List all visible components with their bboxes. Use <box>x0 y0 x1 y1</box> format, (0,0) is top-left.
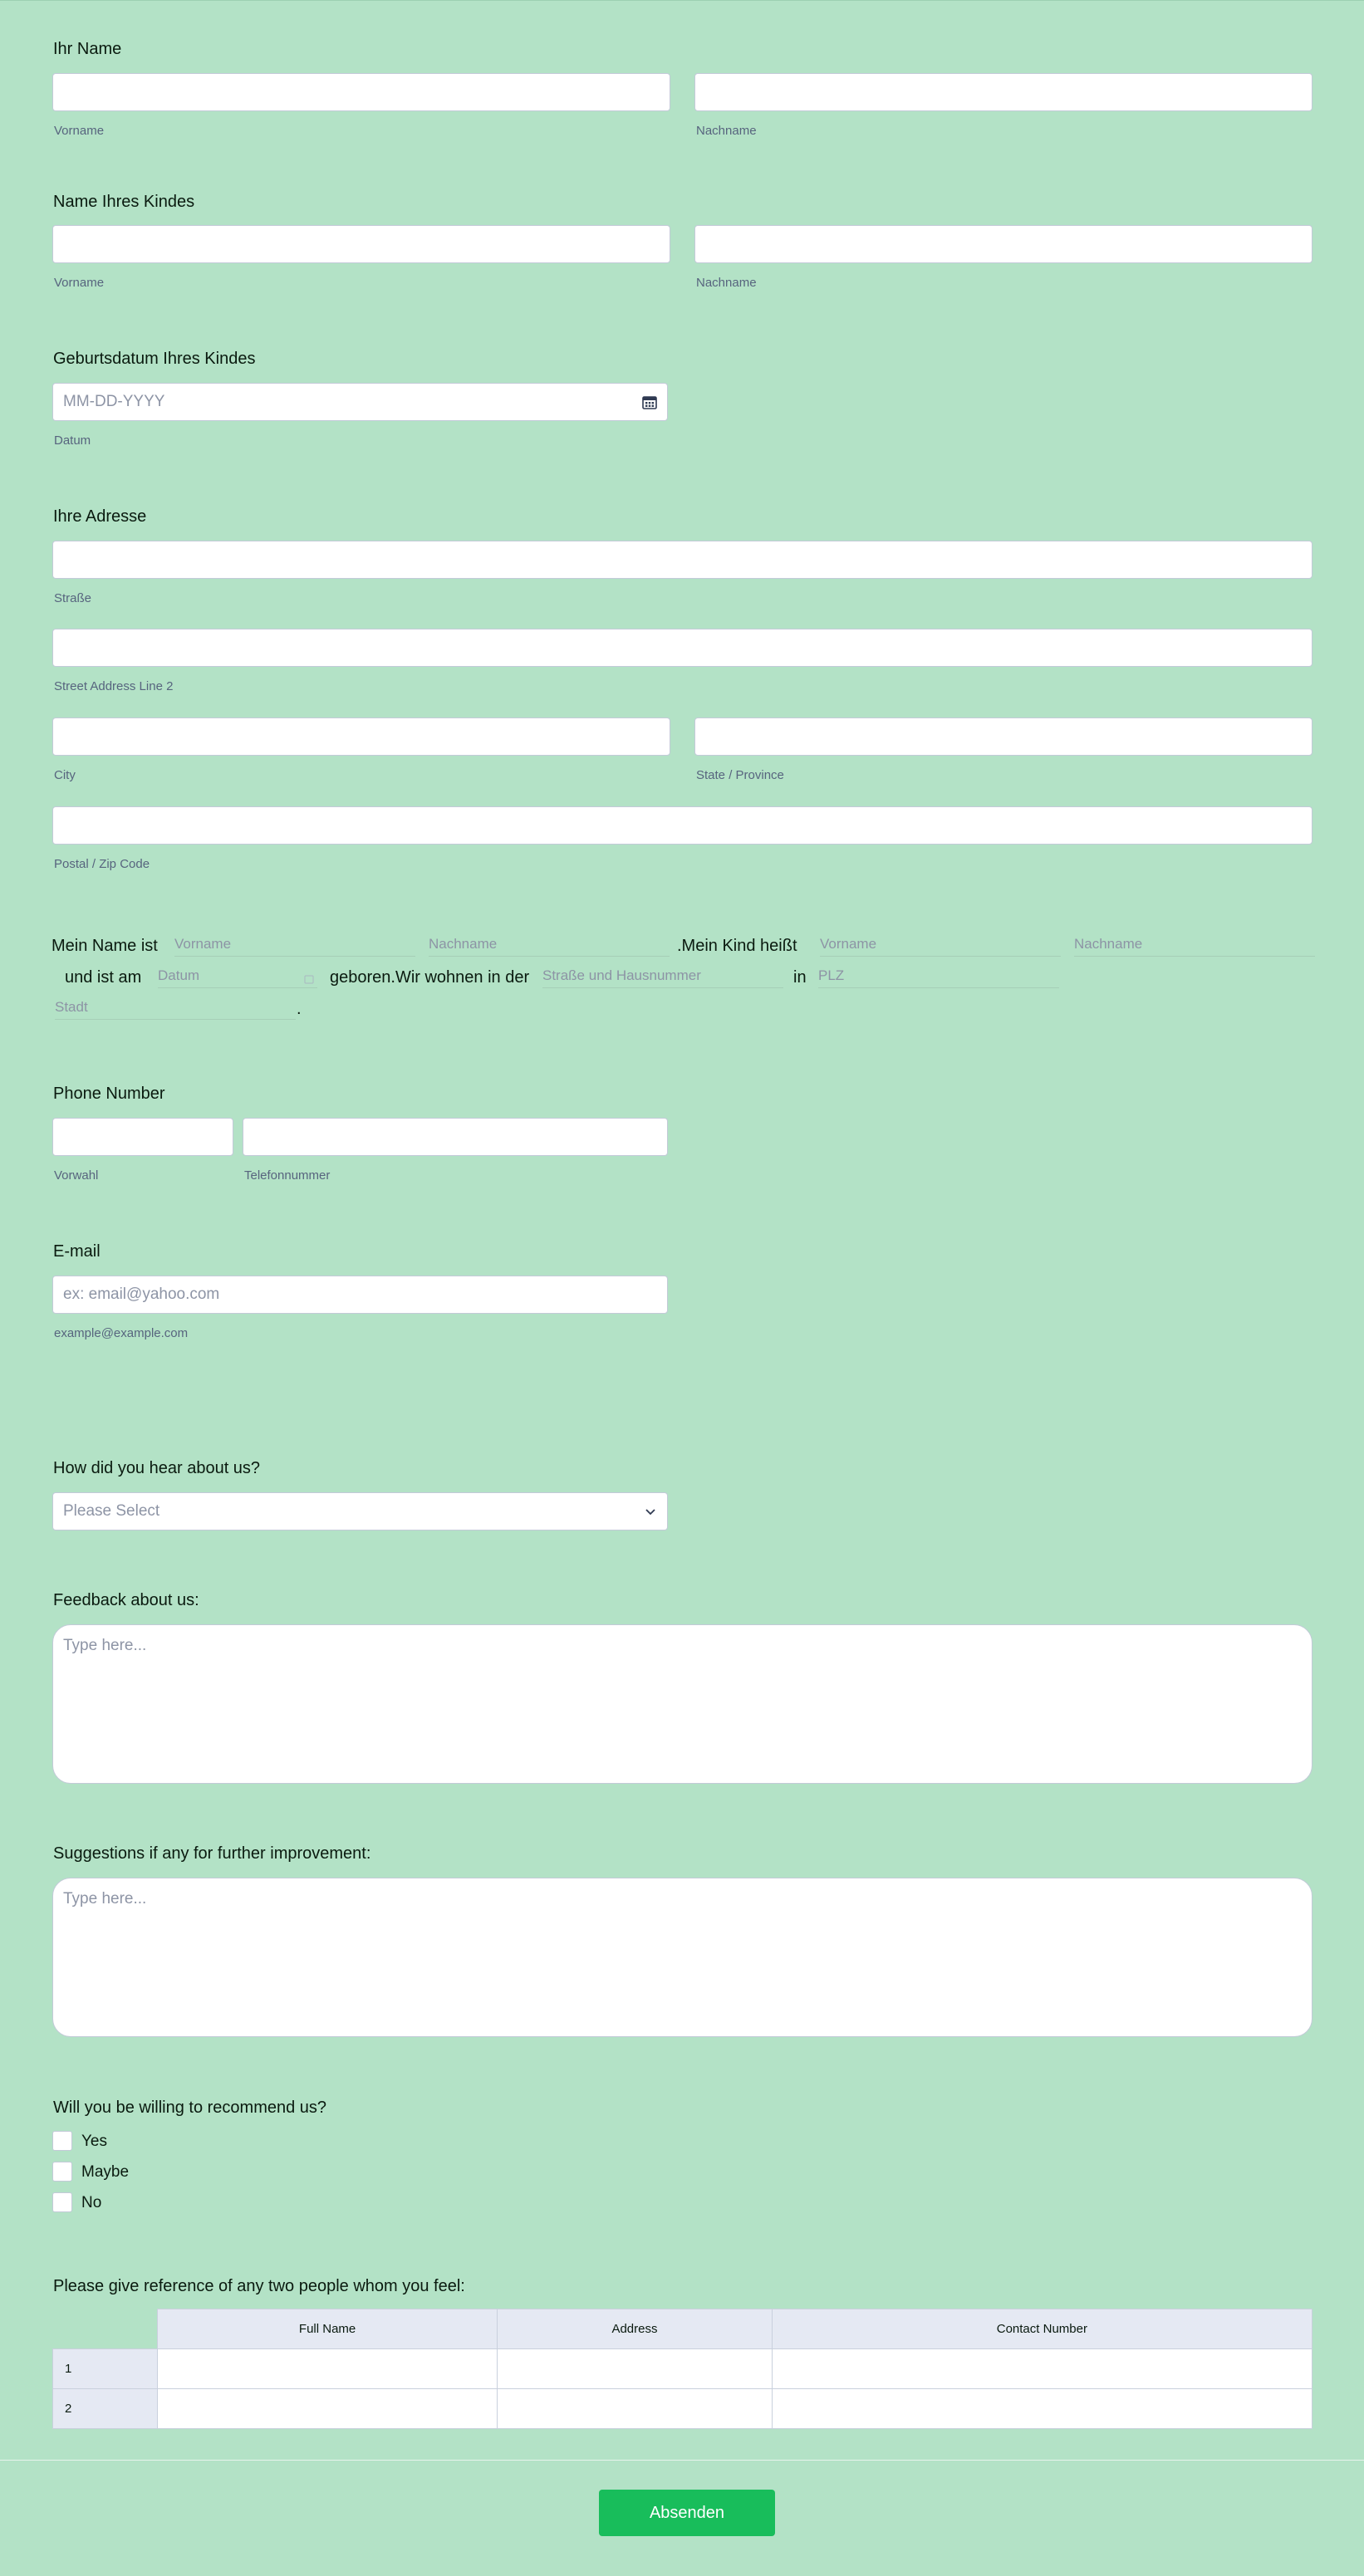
parent-name-label: Ihr Name <box>53 40 122 58</box>
state-sublabel: State / Province <box>696 768 784 782</box>
cell-2-contact-number[interactable] <box>772 2389 1312 2429</box>
recommend-no-label[interactable]: No <box>81 2194 102 2211</box>
street-line2-sublabel: Street Address Line 2 <box>54 679 174 693</box>
child-name-label: Name Ihres Kindes <box>53 193 195 211</box>
area-code-sublabel: Vorwahl <box>54 1168 99 1183</box>
child-last-name-input[interactable] <box>694 225 1312 263</box>
email-sublabel: example@example.com <box>54 1326 189 1340</box>
parent-last-name-sublabel: Nachname <box>696 124 757 138</box>
city-sublabel: City <box>54 768 76 782</box>
sentence-plz-placeholder: PLZ <box>818 967 845 983</box>
area-code-input[interactable] <box>52 1118 233 1156</box>
feedback-label: Feedback about us: <box>53 1591 199 1609</box>
street-line2-input[interactable] <box>52 629 1312 667</box>
hear-label: How did you hear about us? <box>53 1459 261 1477</box>
sentence-date-input[interactable] <box>158 965 317 988</box>
footer-divider <box>0 2460 1364 2461</box>
zip-sublabel: Postal / Zip Code <box>54 857 150 871</box>
suggestions-placeholder: Type here... <box>63 1890 147 1908</box>
cell-1-full-name[interactable] <box>158 2349 498 2389</box>
child-first-name-input[interactable] <box>52 225 670 263</box>
sentence-city-input[interactable] <box>55 997 296 1020</box>
cell-1-contact-number[interactable] <box>772 2349 1312 2389</box>
feedback-textarea[interactable] <box>52 1624 1312 1784</box>
child-first-name-sublabel: Vorname <box>54 276 105 290</box>
small-calendar-icon[interactable] <box>304 974 314 984</box>
sentence-street-placeholder: Straße und Hausnummer <box>542 967 701 983</box>
parent-last-name-input[interactable] <box>694 73 1312 111</box>
state-input[interactable] <box>694 717 1312 756</box>
phone-label: Phone Number <box>53 1085 165 1103</box>
recommend-maybe-label[interactable]: Maybe <box>81 2163 130 2181</box>
sentence-child-first-input[interactable] <box>820 933 1061 957</box>
suggestions-textarea[interactable] <box>52 1878 1312 2037</box>
hear-selected-value: Please Select <box>63 1502 160 1520</box>
column-header-full-name: Full Name <box>158 2309 498 2349</box>
table-header-row <box>53 2309 1312 2349</box>
zip-input[interactable] <box>52 806 1312 845</box>
sentence-child-first-placeholder: Vorname <box>820 936 877 952</box>
table-row <box>53 2389 1312 2429</box>
feedback-placeholder: Type here... <box>63 1637 147 1654</box>
recommend-no-checkbox[interactable] <box>52 2192 72 2212</box>
sentence-text-4: geboren.Wir wohnen in der <box>330 968 530 987</box>
sentence-parent-last-placeholder: Nachname <box>429 936 498 952</box>
street-sublabel: Straße <box>54 591 92 605</box>
email-placeholder: ex: email@yahoo.com <box>63 1286 220 1303</box>
submit-button[interactable]: Absenden <box>599 2490 775 2536</box>
sentence-child-last-input[interactable] <box>1074 933 1315 957</box>
calendar-icon[interactable] <box>642 394 657 409</box>
sentence-plz-input[interactable] <box>818 965 1059 988</box>
address-label: Ihre Adresse <box>53 507 147 526</box>
row-header-1: 1 <box>53 2349 158 2389</box>
birthdate-label: Geburtsdatum Ihres Kindes <box>53 350 256 368</box>
sentence-text-6: . <box>297 1000 302 1018</box>
parent-first-name-input[interactable] <box>52 73 670 111</box>
sentence-city-placeholder: Stadt <box>55 999 88 1015</box>
child-last-name-sublabel: Nachname <box>696 276 757 290</box>
sentence-text-3: und ist am <box>65 968 142 987</box>
sentence-date-placeholder: Datum <box>158 967 200 983</box>
hear-select[interactable] <box>52 1492 668 1530</box>
birthdate-sublabel: Datum <box>54 433 91 448</box>
birthdate-input[interactable] <box>52 383 668 421</box>
recommend-label: Will you be willing to recommend us? <box>53 2099 327 2117</box>
cell-2-full-name[interactable] <box>158 2389 498 2429</box>
column-header-address: Address <box>498 2309 773 2349</box>
city-input[interactable] <box>52 717 670 756</box>
sentence-street-input[interactable] <box>542 965 783 988</box>
phone-number-input[interactable] <box>243 1118 668 1156</box>
suggestions-label: Suggestions if any for further improvement: <box>53 1844 371 1863</box>
birthdate-placeholder: MM-DD-YYYY <box>63 393 165 410</box>
sentence-parent-first-input[interactable] <box>174 933 415 957</box>
recommend-yes-label[interactable]: Yes <box>81 2133 107 2150</box>
references-label: Please give reference of any two people whom you feel: <box>53 2277 465 2295</box>
sentence-text-2: .Mein Kind heißt <box>677 937 797 955</box>
cell-1-address[interactable] <box>498 2349 773 2389</box>
references-table <box>52 2309 1312 2429</box>
table-row <box>53 2349 1312 2389</box>
parent-first-name-sublabel: Vorname <box>54 124 105 138</box>
phone-number-sublabel: Telefonnummer <box>244 1168 331 1183</box>
email-input[interactable] <box>52 1276 668 1314</box>
row-header-2: 2 <box>53 2389 158 2429</box>
sentence-text-5: in <box>793 968 807 987</box>
chevron-down-icon <box>644 1505 657 1518</box>
table-corner <box>53 2309 158 2349</box>
column-header-contact-number: Contact Number <box>772 2309 1312 2349</box>
sentence-parent-first-placeholder: Vorname <box>174 936 232 952</box>
cell-2-address[interactable] <box>498 2389 773 2429</box>
recommend-yes-checkbox[interactable] <box>52 2131 72 2151</box>
street-input[interactable] <box>52 541 1312 579</box>
sentence-text-1: Mein Name ist <box>52 937 158 955</box>
email-label: E-mail <box>53 1242 101 1261</box>
sentence-parent-last-input[interactable] <box>429 933 670 957</box>
recommend-maybe-checkbox[interactable] <box>52 2162 72 2182</box>
sentence-child-last-placeholder: Nachname <box>1074 936 1143 952</box>
